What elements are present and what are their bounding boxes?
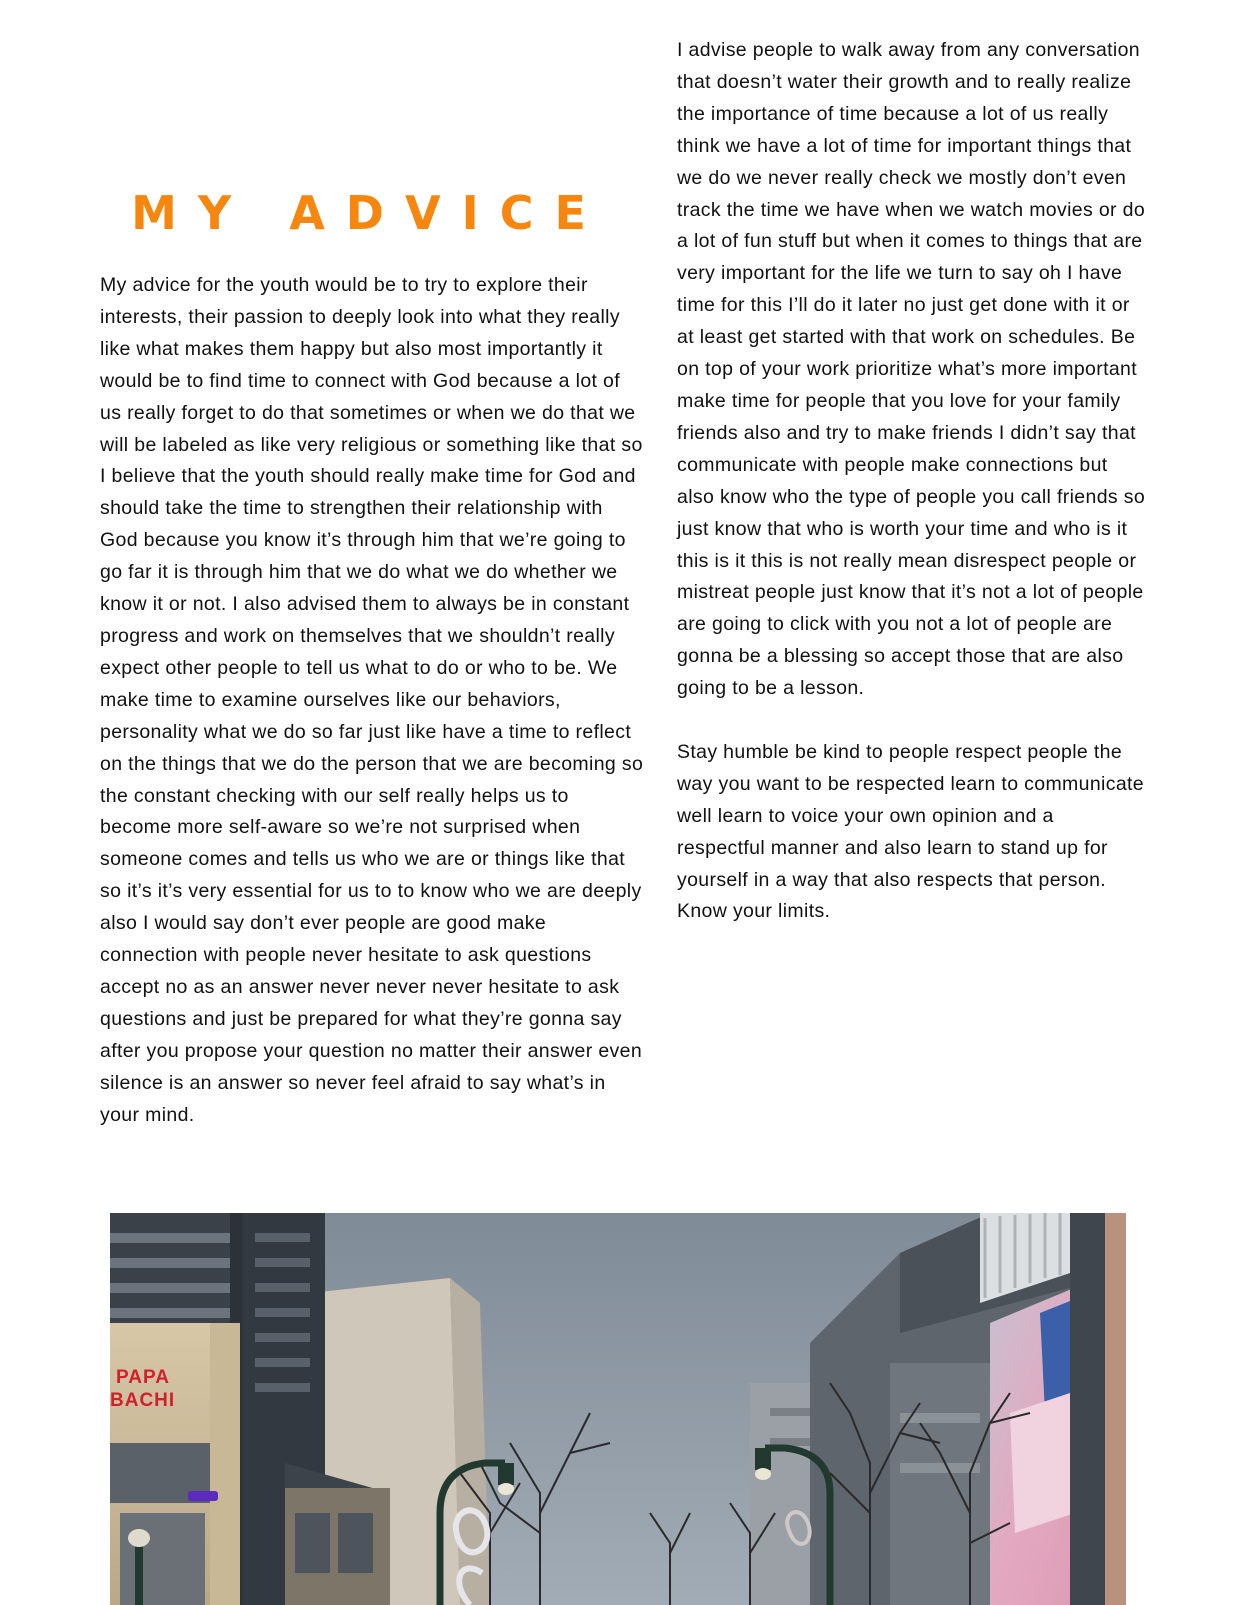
sign-line-2: BACHI	[110, 1390, 176, 1411]
right-column	[677, 35, 1147, 928]
page-title: MY ADVICE	[131, 186, 607, 240]
left-column	[100, 270, 645, 1131]
left-paragraph: My advice for the youth would be to try to explore their interests, their passion to deeply look into what they really like what makes them happy but also most importantly it would be to find time to connect with God because a lot of us really forget to do that sometimes or when we do that we will be labeled as like very religious or something like that so I believe that the youth should really make time for God and should take the time to strengthen their relationship with God because you know it’s through him that we’re going to go far it is through him that we do what we do whether we know it or not. I also advised them to always be in constant progress and work on themselves that we shouldn’t really expect other people to tell us what to do or who to be. We make time to examine ourselves like our behaviors, personality what we do so far just like have a time to reflect on the things that we do the person that we are becoming so the constant checking with our self really helps us to become more self-aware so we’re not surprised when someone comes and tells us who we are or things like that so it’s it’s very essential for us to to know who we are deeply also I would say don’t ever people are good make connection with people never hesitate to ask questions accept no as an answer never never never hesitate to ask questions and just be prepared for what they’re gonna say after you propose your question no matter their answer even silence is an answer so never feel afraid to say what’s in your mind.	[100, 274, 644, 1126]
street-photo	[110, 1213, 1126, 1605]
right-paragraph-1: I advise people to walk away from any conversation that doesn’t water their growth and to really realize the importance of time because a lot of us really think we have a lot of time for important things that we do we never really check we mostly don’t even track the time we have when we watch movies or do a lot of fun stuff but when it comes to things that are very important for the life we turn to say oh I have time for this I’ll do it later no just get done with it or at least get started with that work on schedules. Be on top of your work prioritize what’s more important make time for people that you love for your family friends also and try to make friends I didn’t say that communicate with people make connections but also know who the type of people you call friends so just know that who is worth your time and who is it this is it this is not really mean disrespect people or mistreat people just know that it’s not a lot of people are going to click with you not a lot of people are gonna be a blessing so accept those that are also going to be a lesson.	[677, 39, 1146, 700]
right-paragraph-2: Stay humble be kind to people respect people the way you want to be respected learn to communicate well learn to voice your own opinion and a respectful manner and also learn to stand up for yourself in a way that also respects that person. Know your limits.	[677, 740, 1144, 923]
neon-sign	[188, 1491, 218, 1501]
sign-line-1: PAPA	[116, 1367, 170, 1388]
